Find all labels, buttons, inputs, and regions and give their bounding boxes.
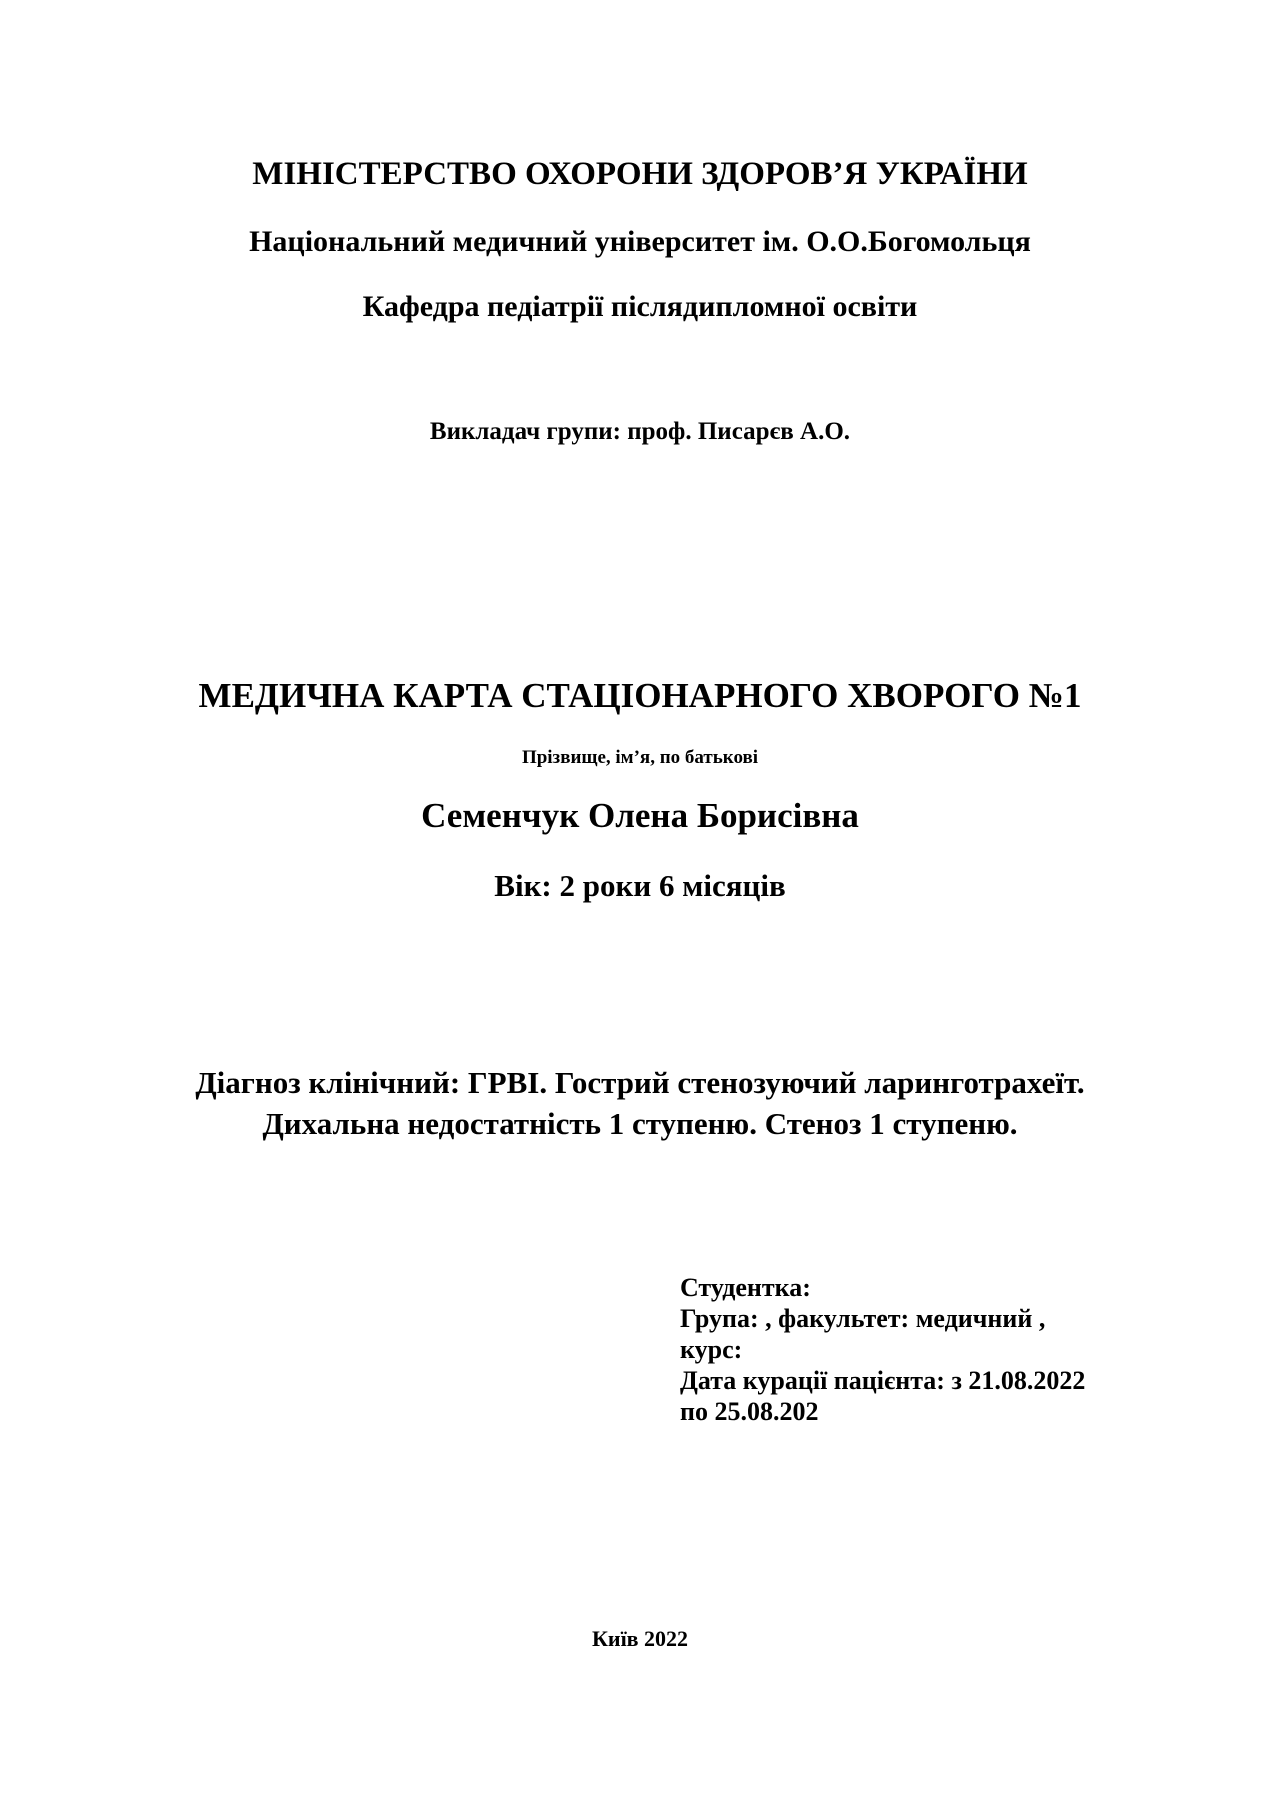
- patient-age: Вік: 2 роки 6 місяців: [494, 868, 786, 903]
- group-faculty-line: Група: , факультет: медичний ,: [680, 1304, 1046, 1333]
- student-info-block: [680, 1272, 1085, 1427]
- student-label: Студентка:: [680, 1273, 811, 1302]
- name-label: Прізвище, ім’я, по батькові: [521, 747, 759, 768]
- curation-end-line: по 25.08.202: [680, 1397, 819, 1426]
- diagnosis-line-2: Дихальна недостатність 1 ступеню. Стеноз 1 ступеню.: [262, 1106, 1018, 1141]
- ministry-heading: МІНІСТЕРСТВО ОХОРОНИ ЗДОРОВ’Я УКРАЇНИ: [252, 156, 1028, 192]
- university-heading: Національний медичний університет ім. О.О.Богомольця: [249, 225, 1031, 258]
- diagnosis-line-1: Діагноз клінічний: ГРВІ. Гострий стенозуючий ларинготрахеїт.: [195, 1065, 1085, 1100]
- city-year: Київ 2022: [591, 1626, 689, 1651]
- card-title: МЕДИЧНА КАРТА СТАЦІОНАРНОГО ХВОРОГО №1: [198, 676, 1082, 715]
- department-heading: Кафедра педіатрії післядипломної освіти: [362, 290, 918, 323]
- patient-name: Семенчук Олена Борисівна: [421, 796, 859, 835]
- teacher-line: Викладач групи: проф. Писарєв А.О.: [429, 418, 851, 445]
- curation-dates-line: Дата курації пацієнта: з 21.08.2022: [680, 1366, 1086, 1395]
- course-line: курс:: [680, 1335, 743, 1364]
